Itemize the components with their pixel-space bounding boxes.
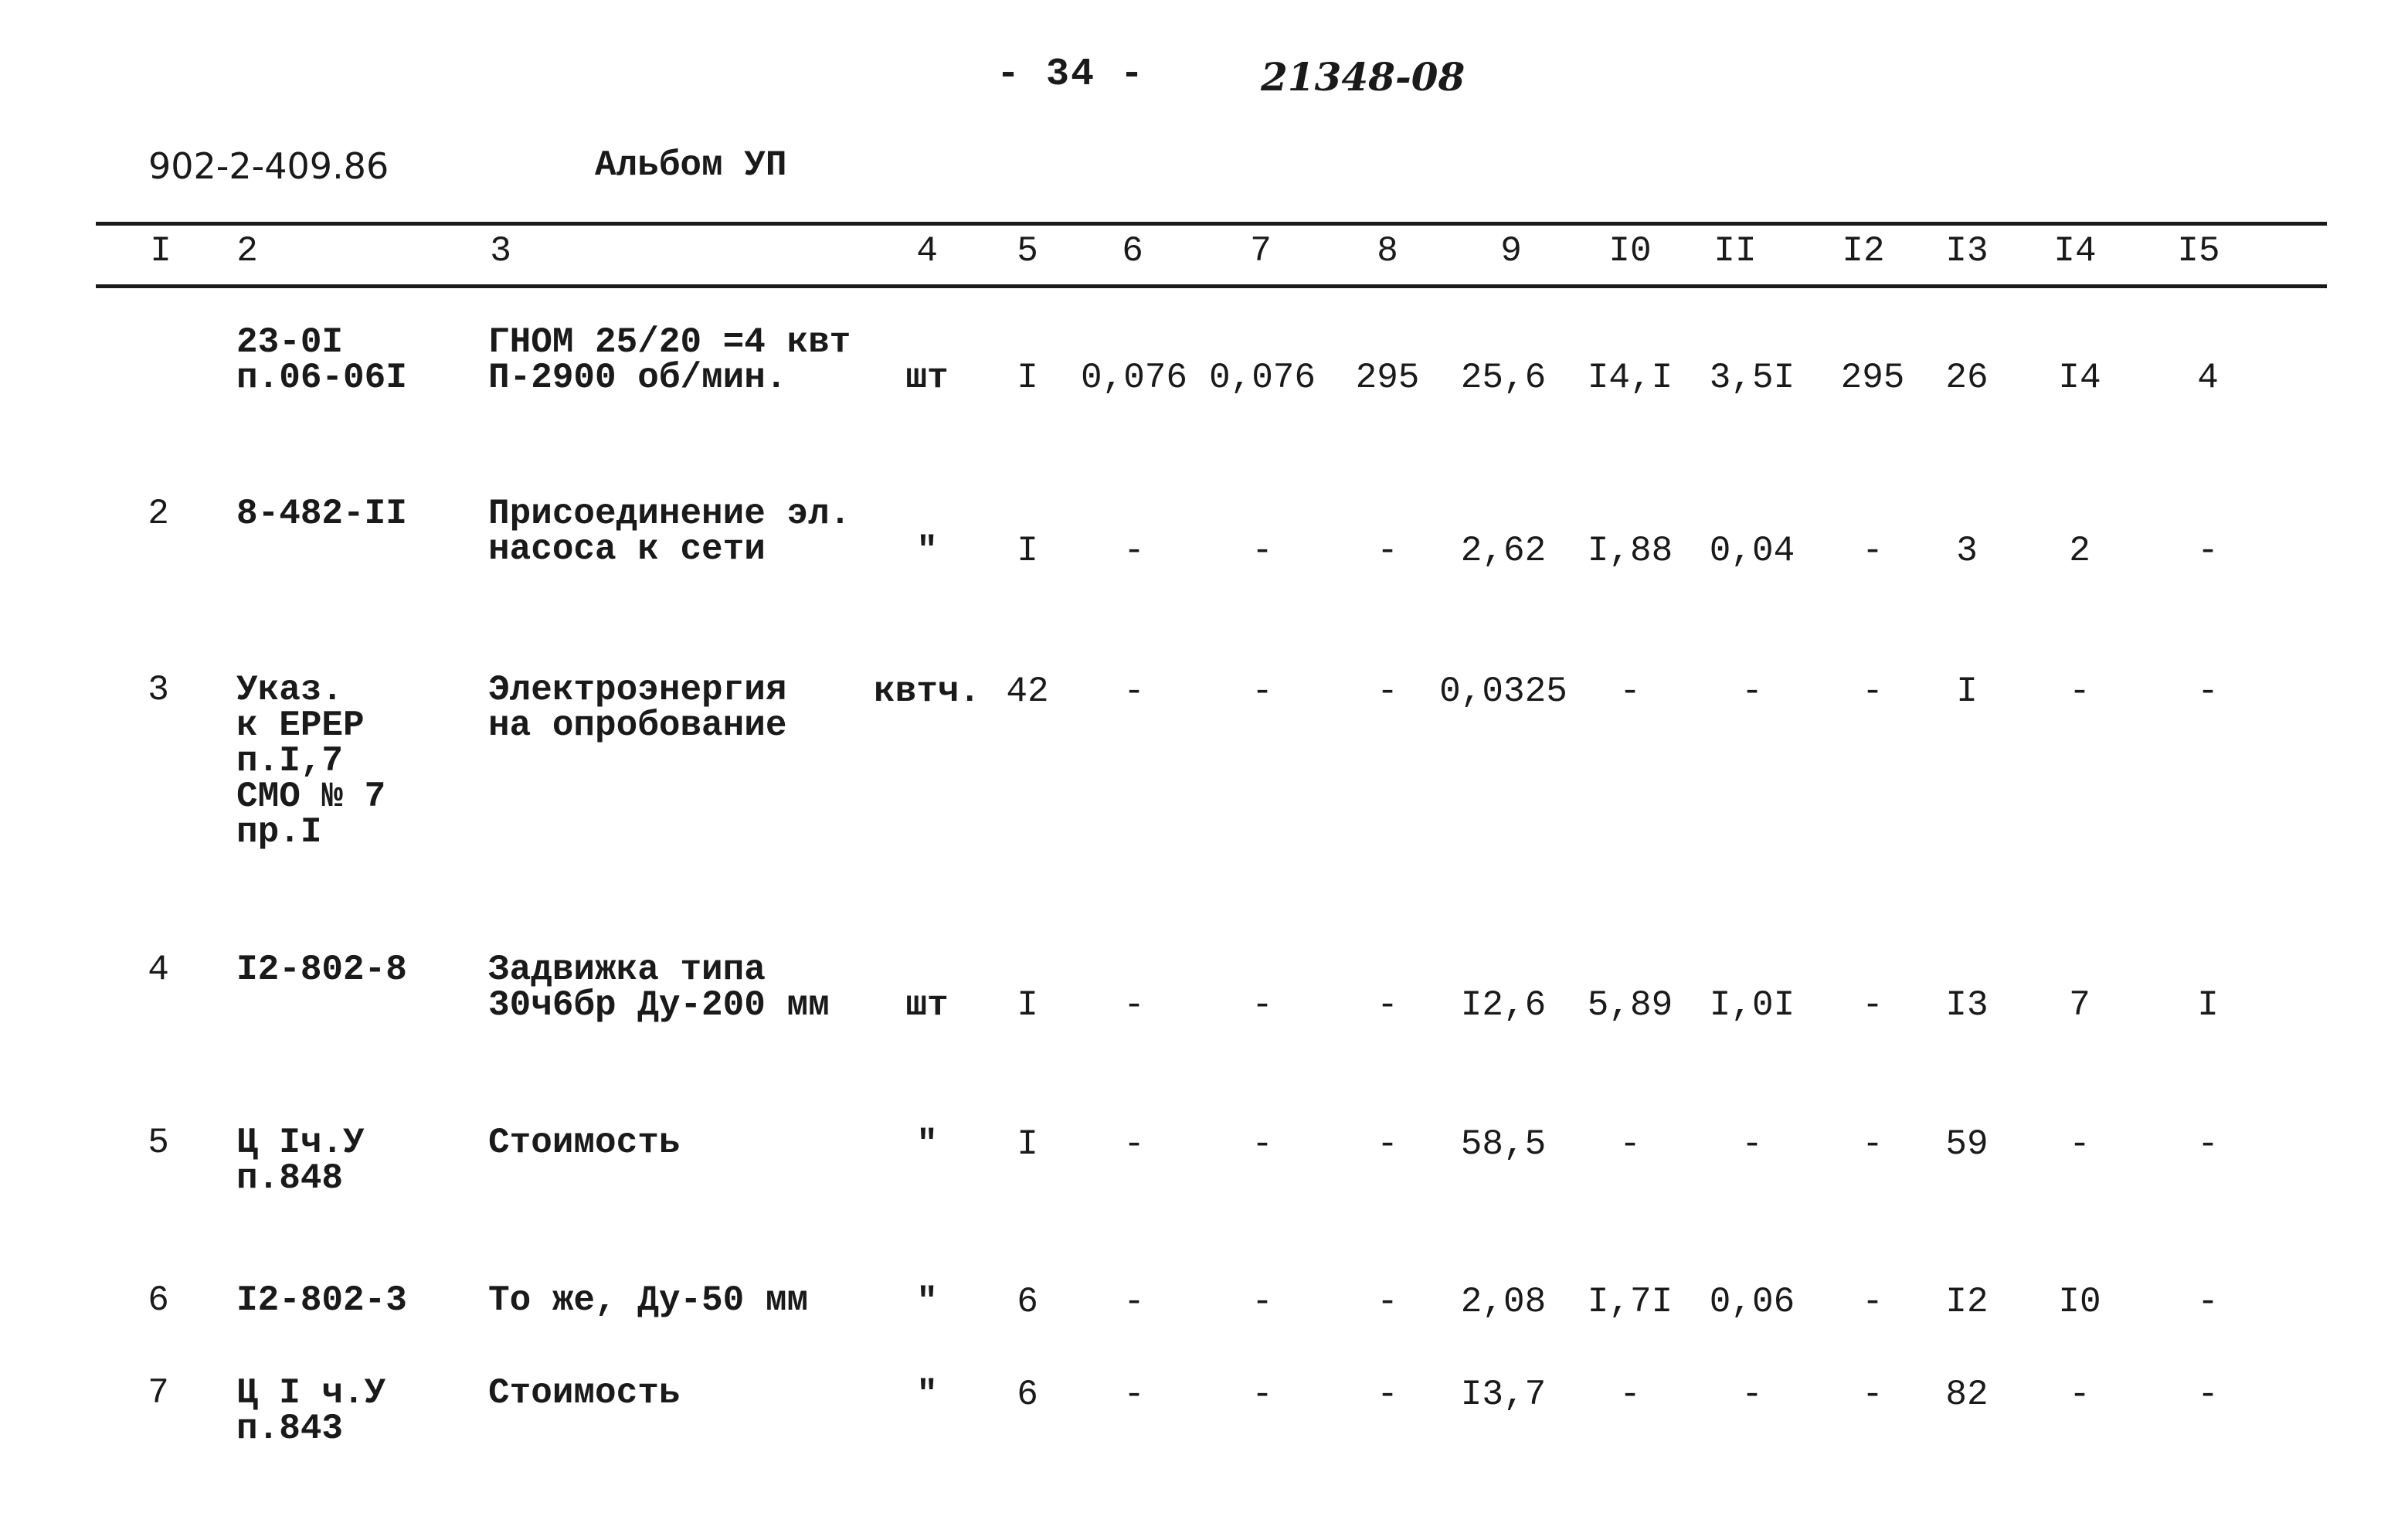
value-c7: - (1252, 985, 1273, 1025)
value-c10: I,7I (1587, 1282, 1673, 1322)
quantity: I (1017, 1124, 1038, 1164)
value-c7: - (1252, 1375, 1273, 1415)
row-number: 2 (148, 494, 169, 534)
project-code: 902-2-409.86 (148, 145, 389, 187)
value-c12: - (1862, 1375, 1883, 1415)
row-number: 3 (148, 670, 169, 710)
unit: шт (905, 985, 949, 1025)
value-c12: - (1862, 531, 1883, 571)
value-c6: - (1123, 1282, 1145, 1322)
value-c12: - (1862, 671, 1883, 712)
column-header: 5 (1017, 231, 1038, 271)
column-header: 9 (1500, 231, 1522, 271)
value-c13: 3 (1956, 531, 1978, 571)
quantity: I (1017, 985, 1038, 1025)
value-c8: - (1377, 1282, 1398, 1322)
value-c10: I,88 (1587, 531, 1673, 571)
value-c14: - (2069, 1124, 2090, 1164)
value-c9: 0,0325 (1439, 671, 1567, 712)
album-title: Альбом УП (595, 145, 787, 185)
value-c11: - (1741, 1375, 1763, 1415)
quantity: I (1017, 358, 1038, 398)
value-c10: 5,89 (1587, 985, 1673, 1025)
value-c11: 3,5I (1709, 358, 1795, 398)
work-name: То же, Ду-50 мм (488, 1280, 809, 1321)
column-header: II (1713, 231, 1757, 271)
column-header: 3 (490, 231, 511, 271)
value-c8: - (1377, 985, 1398, 1025)
value-c11: - (1741, 671, 1763, 712)
value-c12: - (1862, 1282, 1883, 1322)
value-c13: I2 (1945, 1282, 1989, 1322)
unit: " (916, 1282, 938, 1322)
table-top-rule (96, 222, 2327, 226)
work-name: Присоединение эл. насоса к сети (488, 494, 851, 569)
value-c10: I4,I (1587, 358, 1673, 398)
rate-code: Ц I ч.У п.843 (236, 1373, 386, 1449)
value-c6: - (1123, 531, 1145, 571)
value-c7: - (1252, 1282, 1273, 1322)
row-number: 6 (148, 1280, 169, 1321)
value-c15: - (2197, 531, 2219, 571)
quantity: I (1017, 531, 1038, 571)
value-c9: 25,6 (1460, 358, 1547, 398)
value-c13: 26 (1945, 358, 1989, 398)
value-c12: 295 (1840, 358, 1905, 398)
value-c9: I3,7 (1460, 1375, 1547, 1415)
column-header: 6 (1122, 231, 1143, 271)
rate-code: I2-802-3 (236, 1280, 407, 1321)
unit: квтч. (873, 671, 981, 712)
work-name: Стоимость (488, 1123, 681, 1163)
page-number: - 34 - (997, 53, 1146, 97)
value-c11: 0,06 (1709, 1282, 1795, 1322)
column-header: 7 (1250, 231, 1272, 271)
value-c6: - (1123, 671, 1145, 712)
value-c6: 0,076 (1080, 358, 1188, 398)
value-c8: - (1377, 671, 1398, 712)
value-c6: - (1123, 1375, 1145, 1415)
value-c9: 58,5 (1460, 1124, 1547, 1164)
value-c12: - (1862, 1124, 1883, 1164)
value-c10: - (1619, 1375, 1641, 1415)
value-c9: 2,08 (1460, 1282, 1547, 1322)
value-c9: 2,62 (1460, 531, 1547, 571)
value-c14: - (2069, 1375, 2090, 1415)
value-c11: 0,04 (1709, 531, 1795, 571)
column-header: I5 (2177, 231, 2220, 271)
value-c13: 59 (1945, 1124, 1989, 1164)
rate-code: 8-482-II (236, 494, 407, 534)
value-c14: - (2069, 671, 2090, 712)
value-c7: 0,076 (1208, 358, 1316, 398)
value-c6: - (1123, 1124, 1145, 1164)
document-code: 21348-08 (1261, 54, 1466, 100)
value-c13: I (1956, 671, 1978, 712)
rate-code: Указ. к ЕРЕР п.I,7 СМО № 7 пр.I (236, 670, 386, 852)
column-header: 8 (1377, 231, 1398, 271)
value-c15: I (2197, 985, 2219, 1025)
value-c10: - (1619, 671, 1641, 712)
column-header: I2 (1842, 231, 1885, 271)
value-c10: - (1619, 1124, 1641, 1164)
value-c13: 82 (1945, 1375, 1989, 1415)
value-c8: 295 (1355, 358, 1420, 398)
value-c8: - (1377, 1124, 1398, 1164)
column-header: I3 (1945, 231, 1989, 271)
column-header: 4 (916, 231, 938, 271)
value-c8: - (1377, 1375, 1398, 1415)
value-c15: - (2197, 1282, 2219, 1322)
column-header: 2 (236, 231, 258, 271)
value-c14: 2 (2069, 531, 2090, 571)
value-c13: I3 (1945, 985, 1989, 1025)
row-number: 7 (148, 1373, 169, 1413)
value-c8: - (1377, 531, 1398, 571)
column-header: I (150, 231, 172, 271)
value-c7: - (1252, 531, 1273, 571)
value-c11: - (1741, 1124, 1763, 1164)
unit: шт (905, 358, 949, 398)
quantity: 6 (1017, 1375, 1038, 1415)
value-c11: I,0I (1709, 985, 1795, 1025)
value-c9: I2,6 (1460, 985, 1547, 1025)
column-header: I0 (1608, 231, 1652, 271)
work-name: Электроэнергия на опробование (488, 670, 787, 746)
row-number: 4 (148, 950, 169, 990)
work-name: Задвижка типа 30ч6бр Ду-200 мм (488, 950, 830, 1025)
value-c6: - (1123, 985, 1145, 1025)
column-header: I4 (2053, 231, 2097, 271)
rate-code: 23-0I п.06-06I (236, 322, 407, 398)
row-number: 5 (148, 1123, 169, 1163)
value-c7: - (1252, 1124, 1273, 1164)
quantity: 42 (1006, 671, 1049, 712)
value-c15: - (2197, 1124, 2219, 1164)
table-header-rule (96, 284, 2327, 288)
unit: " (916, 1375, 938, 1415)
value-c14: I4 (2058, 358, 2101, 398)
value-c7: - (1252, 671, 1273, 712)
work-name: Стоимость (488, 1373, 681, 1413)
value-c12: - (1862, 985, 1883, 1025)
value-c14: 7 (2069, 985, 2090, 1025)
work-name: ГНОМ 25/20 =4 квт П-2900 об/мин. (488, 322, 851, 398)
rate-code: I2-802-8 (236, 950, 407, 990)
rate-code: Ц Iч.У п.848 (236, 1123, 365, 1198)
value-c14: I0 (2058, 1282, 2101, 1322)
value-c15: - (2197, 1375, 2219, 1415)
quantity: 6 (1017, 1282, 1038, 1322)
value-c15: - (2197, 671, 2219, 712)
unit: " (916, 531, 938, 571)
unit: " (916, 1124, 938, 1164)
value-c15: 4 (2197, 358, 2219, 398)
